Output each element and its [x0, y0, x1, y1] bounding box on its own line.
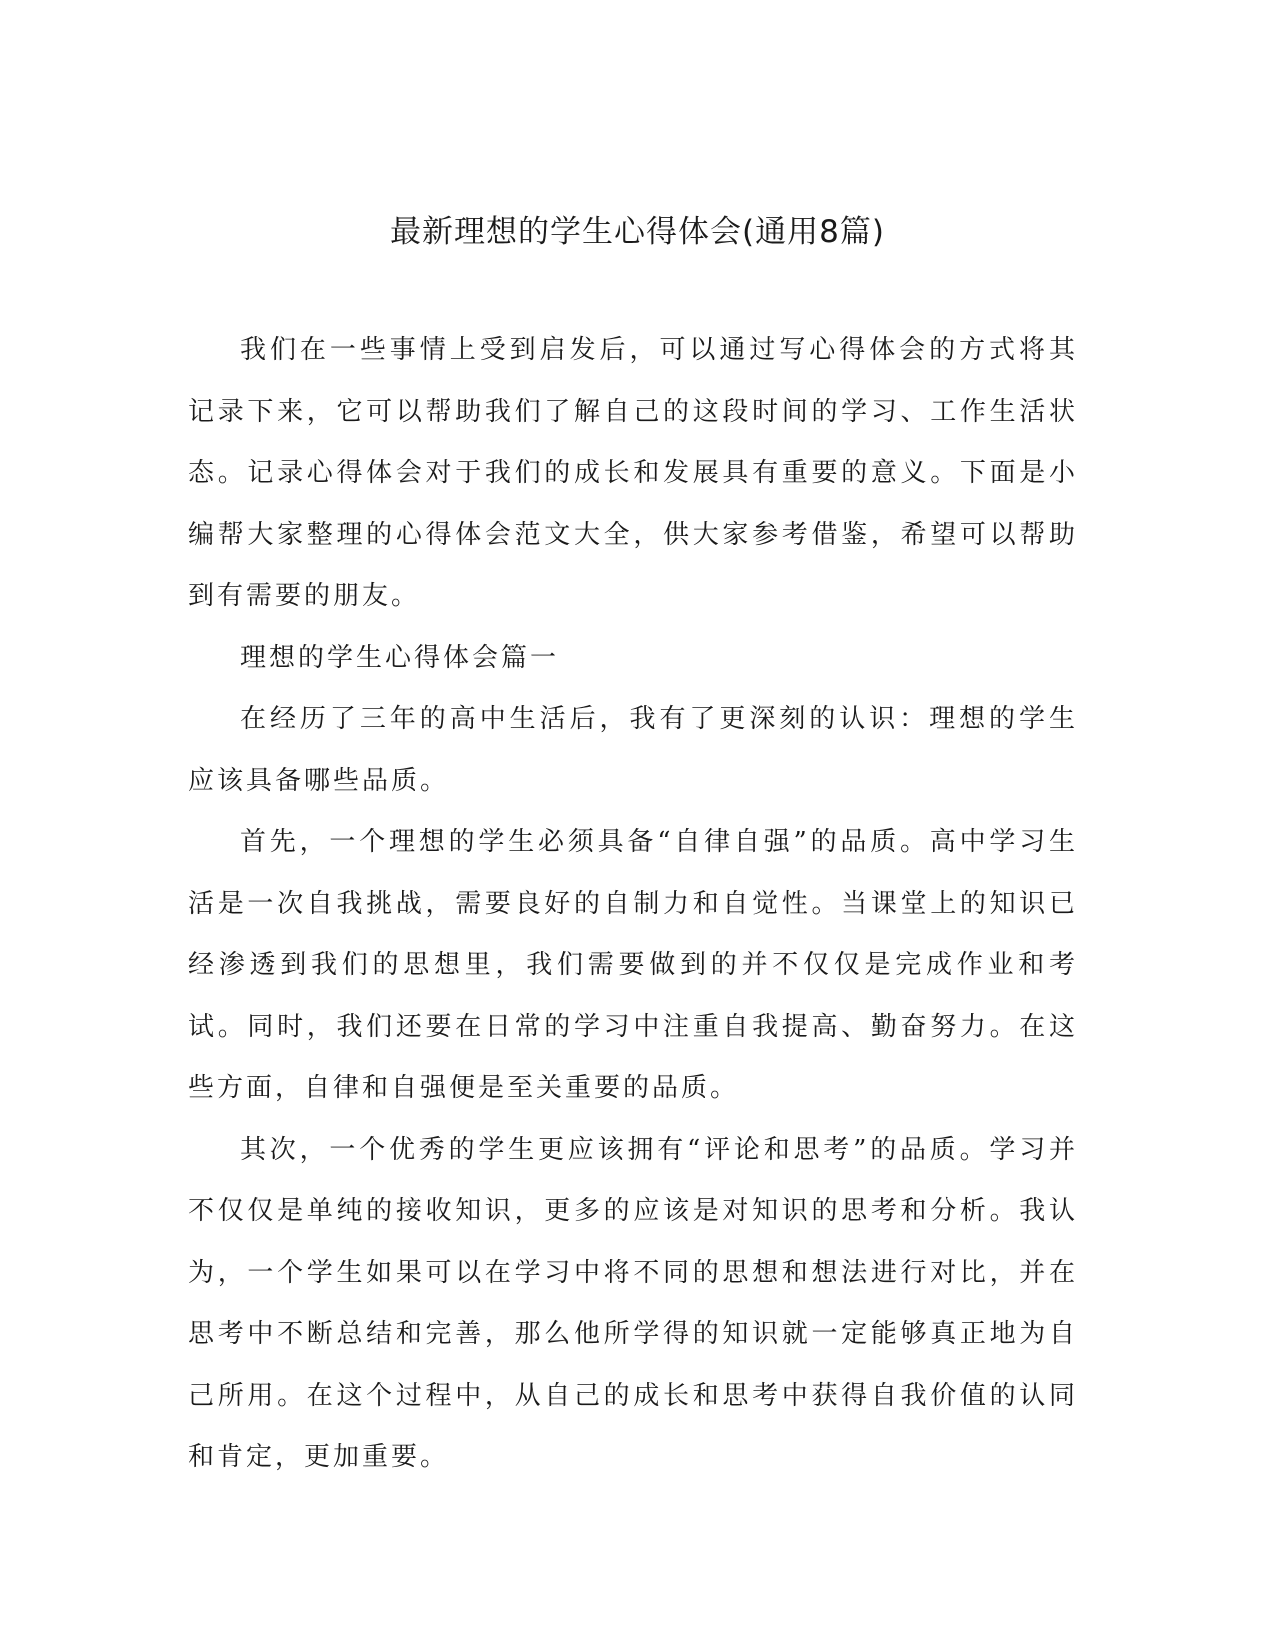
- body-paragraph: 在经历了三年的高中生活后，我有了更深刻的认识：理想的学生应该具备哪些品质。: [188, 704, 1078, 796]
- document-title: 最新理想的学生心得体会(通用8篇): [390, 214, 885, 250]
- document-body: [188, 320, 1078, 1489]
- body-paragraph: 其次，一个优秀的学生更应该拥有“评论和思考”的品质。学习并不仅仅是单纯的接收知识，更多的应该是对知识的思考和分析。我认为，一个学生如果可以在学习中将不同的思想和想法进行对比，并在思考中不断总结和完善，那么他所学得的知识就一定能够真正地为自己所用。在这个过程中，从自己的成长和思考中获得自我价值的认同和肯定，更加重要。: [188, 1134, 1078, 1472]
- section-heading: 理想的学生心得体会篇一: [240, 642, 560, 673]
- body-paragraph: 首先，一个理想的学生必须具备“自律自强”的品质。高中学习生活是一次自我挑战，需要良好的自制力和自觉性。当课堂上的知识已经渗透到我们的思想里，我们需要做到的并不仅仅是完成作业和考试。同时，我们还要在日常的学习中注重自我提高、勤奋努力。在这些方面，自律和自强便是至关重要的品质。: [188, 827, 1078, 1103]
- intro-paragraph: 我们在一些事情上受到启发后，可以通过写心得体会的方式将其记录下来，它可以帮助我们了解自己的这段时间的学习、工作生活状态。记录心得体会对于我们的成长和发展具有重要的意义。下面是小编帮大家整理的心得体会范文大全，供大家参考借鉴，希望可以帮助到有需要的朋友。: [188, 335, 1078, 611]
